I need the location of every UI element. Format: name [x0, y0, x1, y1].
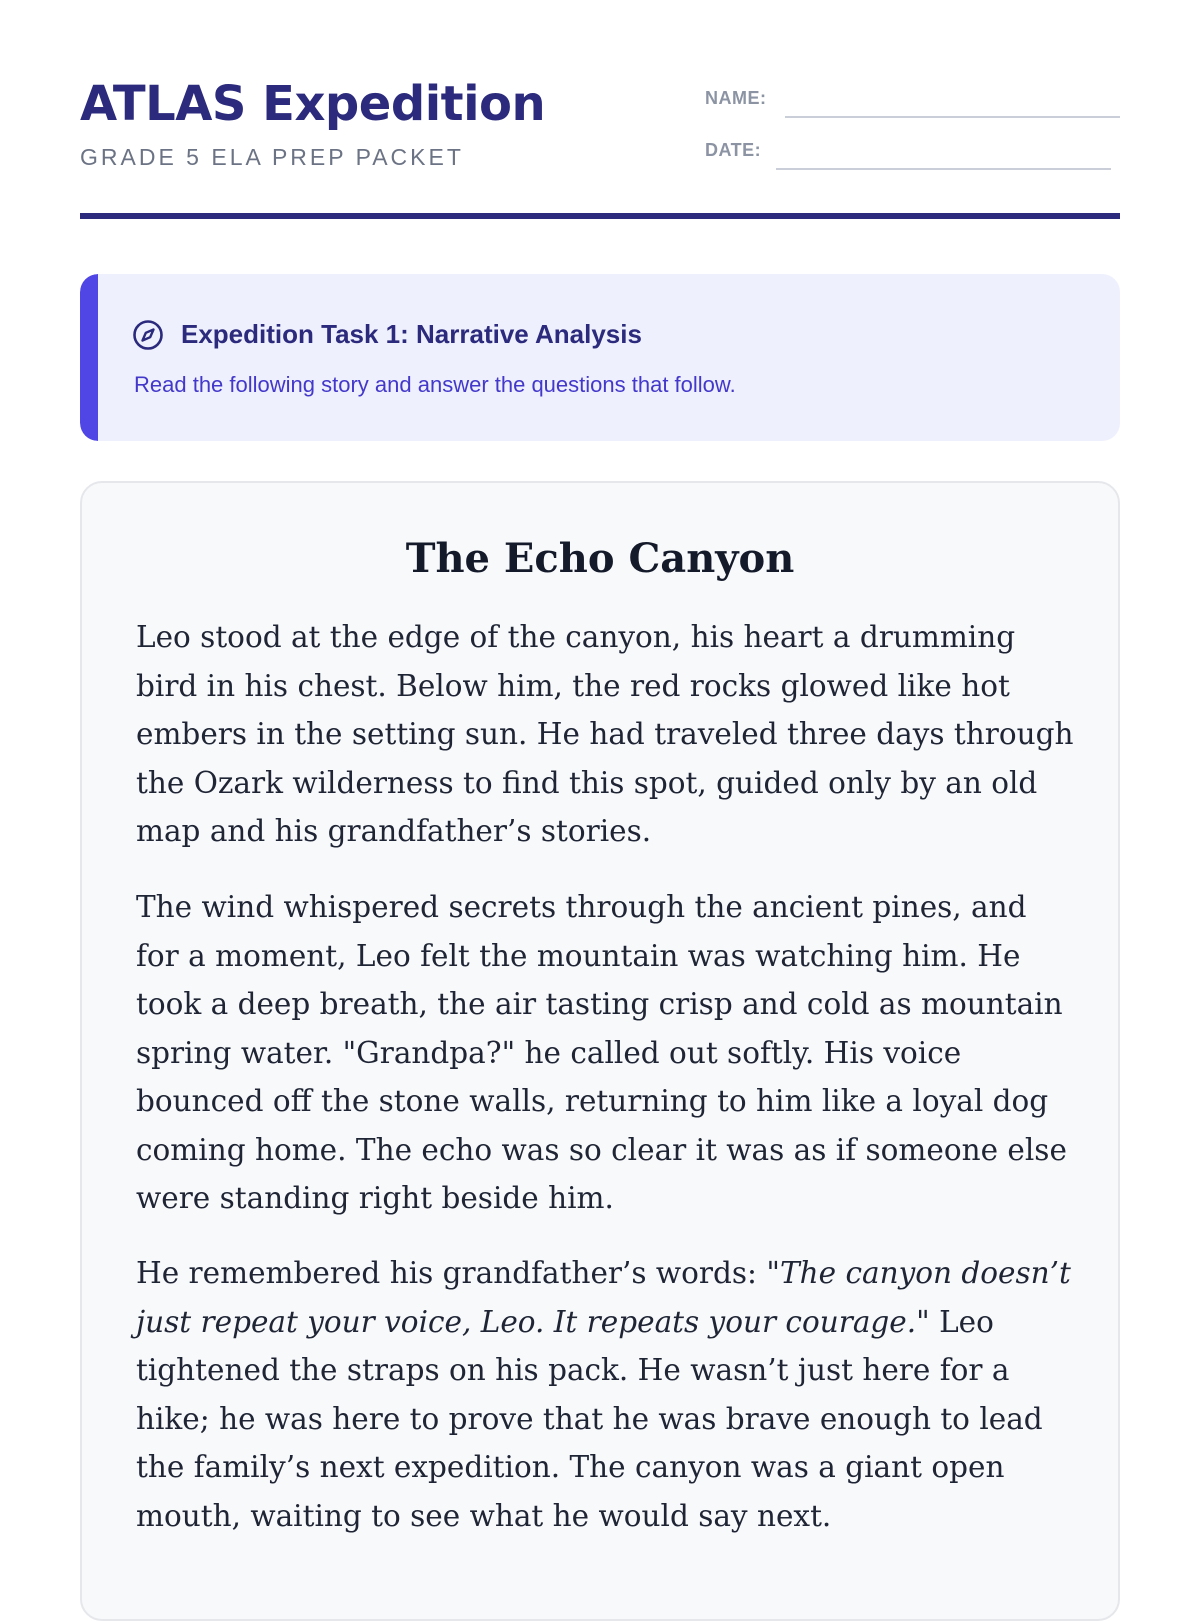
story-title: The Echo Canyon: [405, 535, 795, 582]
page-title: ATLAS Expedition: [80, 76, 546, 132]
page-subtitle: GRADE 5 ELA PREP PACKET: [80, 144, 464, 170]
header-divider: [80, 213, 1120, 219]
name-label: NAME:: [705, 88, 767, 108]
date-field[interactable]: [776, 168, 1111, 170]
story-paragraph-1: Leo stood at the edge of the canyon, his heart a drumming bird in his chest. Below him, the red rocks glowed like hot embers in the setting sun. He had traveled three days through the Ozark wilderness to find this spot, guided only by an old map and his grandfather’s stories.: [136, 620, 1074, 848]
task-accent-bar: [80, 274, 98, 441]
date-label: DATE:: [705, 140, 762, 160]
story-paragraph-3: He remembered his grandfather’s words: "The canyon doesn’t just repeat your voice, Leo. It repeats your courage." Leo tightened the straps on his pack. He wasn’t just here for a hike; he was here to prove that he was brave enough to lead the family’s next expedition. The canyon was a giant open mouth, waiting to see what he would say next.: [136, 1256, 1071, 1533]
task-title: Expedition Task 1: Narrative Analysis: [181, 319, 642, 349]
compass-icon: [132, 319, 164, 351]
page-header: [80, 0, 1120, 220]
story-card: [80, 481, 1120, 1621]
name-field[interactable]: [785, 116, 1120, 118]
grandfather-quote: "The canyon doesn’t just repeat your voice, Leo. It repeats your courage.": [136, 1256, 1071, 1339]
task-callout: [80, 274, 1120, 441]
story-paragraph-2: The wind whispered secrets through the ancient pines, and for a moment, Leo felt the mountain was watching him. He took a deep breath, the air tasting crisp and cold as mountain spring water. "Grandpa?" he called out softly. His voice bounced off the stone walls, returning to him like a loyal dog coming home. The echo was so clear it was as if someone else were standing right beside him.: [136, 890, 1067, 1215]
task-instructions: Read the following story and answer the questions that follow.: [134, 372, 736, 397]
